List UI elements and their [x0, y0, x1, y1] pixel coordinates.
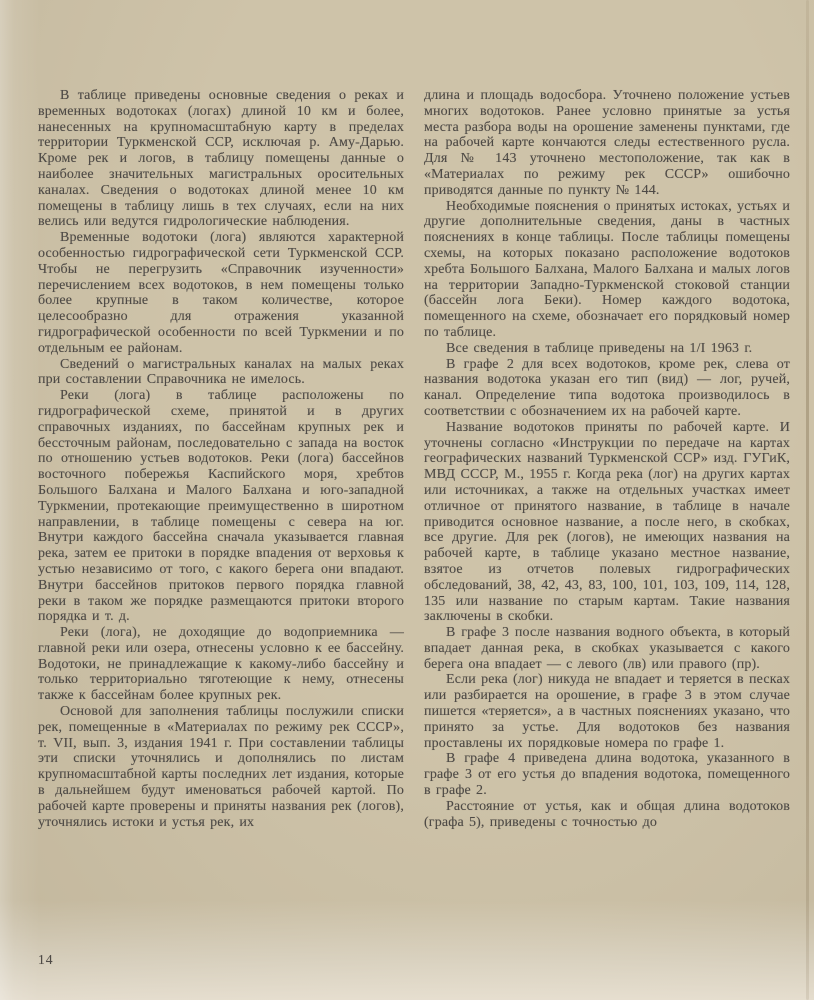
paragraph: В таблице приведены основные сведения о реках и временных водотоках (логах) длиной 10 км и более, нанесенных на крупномасштабную карту в пределах территории Туркменской ССР, исключая р. Аму-Дарью. Кроме рек и логов, в таблицу помещены данные о наиболее значительных магистральных оросительных каналах. Сведения о водотоках длиной менее 10 км помещены в таблицу лишь в тех случаях, если на них велись или ведутся гидрологические наблюдения. [38, 88, 404, 230]
right-text-column [424, 88, 790, 830]
paragraph: Название водотоков приняты по рабочей карте. И уточнены согласно «Инструкции по передаче на картах географических названий Туркменской ССР» изд. ГУГиК, МВД СССР, М., 1955 г. Когда река (лог) на других картах или источниках, а также на отдельных участках имеет отличное от принятого название, в таблице в начале приводится основное название, а после него, в скобках, все другие. Для рек (логов), не имеющих названия на рабочей карте, в таблице указано местное название, взятое из отчетов полевых гидрографических обследований, 38, 42, 43, 83, 100, 101, 103, 109, 114, 128, 135 или название по старым картам. Такие названия заключены в скобки. [424, 419, 790, 625]
paragraph: Временные водотоки (лога) являются характерной особенностью гидрографической сети Туркменской ССР. Чтобы не перегрузить «Справочник изученности» перечислением всех водотоков, в нем помещены только более крупные в таком количестве, которое целесообразно для отражения указанной гидрографической особенности по всей Туркмении и по отдельным ее районам. [38, 230, 404, 356]
text-columns [38, 88, 790, 830]
page-crease-shadow [806, 0, 809, 1000]
paragraph: В графе 4 приведена длина водотока, указанного в графе 3 от его устья до впадения водотока, помещенного в графе 2. [424, 751, 790, 799]
paragraph: Основой для заполнения таблицы послужили списки рек, помещенные в «Материалах по режиму рек СССР», т. VII, вып. 3, издания 1941 г. При составлении таблицы эти списки уточнялись и дополнялись по листам крупномасштабной карты последних лет издания, которые в дальнейшем будут именоваться рабочей картой. По рабочей карте проверены и приняты названия рек (логов), уточнялись истоки и устья рек, их [38, 704, 404, 830]
left-text-column [38, 88, 404, 830]
paragraph: Реки (лога) в таблице расположены по гидрографической схеме, принятой и в других справочных изданиях, по бассейнам крупных рек и бессточным районам, последовательно с запада на восток по отношению устьев водотоков. Реки (лога) бассейнов восточного побережья Каспийского моря, хребтов Большого Балхана и Малого Балхана и юго-западной Туркмении, протекающие преимущественно в широтном направлении, в таблице помещены с севера на юг. Внутри каждого бассейна сначала указывается главная река, затем ее притоки в порядке впадения от верховья к устью независимо от того, с какого берега они впадают. Внутри бассейнов притоков первого порядка главной реки в таком же порядке размещаются притоки второго порядка и т. д. [38, 388, 404, 625]
paragraph: В графе 2 для всех водотоков, кроме рек, слева от названия водотока указан его тип (вид) — лог, ручей, канал. Определение типа водотока производилось в соответствии с обозначением их на рабочей карте. [424, 356, 790, 419]
paragraph: Если река (лог) никуда не впадает и теряется в песках или разбирается на орошение, в графе 3 в этом случае пишется «теряется», а в частных пояснениях указано, что принято за устье. Для водотоков без названия проставлены их порядковые номера по графе 1. [424, 672, 790, 751]
paragraph: Необходимые пояснения о принятых истоках, устьях и другие дополнительные сведения, даны в частных пояснениях в конце таблицы. После таблицы помещены схемы, на которых показано расположение водотоков хребта Большого Балхана, Малого Балхана и малых логов на территории Западно-Туркменской стоковой станции (бассейн лога Беки). Номер каждого водотока, помещенного на схеме, обозначает его порядковый номер по таблице. [424, 198, 790, 340]
paragraph: Реки (лога), не доходящие до водоприемника — главной реки или озера, отнесены условно к ее бассейну. Водотоки, не принадлежащие к какому-либо бассейну и только территориально тяготеющие к нему, отнесены также к бассейнам более крупных рек. [38, 625, 404, 704]
paragraph: Сведений о магистральных каналах на малых реках при составлении Справочника не имелось. [38, 356, 404, 388]
paragraph: Все сведения в таблице приведены на 1/I 1963 г. [446, 340, 753, 356]
page-number: 14 [38, 952, 54, 967]
paragraph: длина и площадь водосбора. Уточнено положение устьев многих водотоков. Ранее условно принятые за устья места разбора воды на орошение заменены пунктами, где на рабочей карте кончаются следы естественного русла. Для № 143 уточнено местоположение, так как в «Материалах по режиму рек СССР» ошибочно приводятся данные по пункту № 144. [424, 88, 790, 198]
paragraph: В графе 3 после названия водного объекта, в который впадает данная река, в скобках указывается с какого берега она впадает — с левого (лв) или правого (пр). [424, 625, 790, 672]
paragraph: Расстояние от устья, как и общая длина водотоков (графа 5), приведены с точностью до [424, 798, 790, 830]
